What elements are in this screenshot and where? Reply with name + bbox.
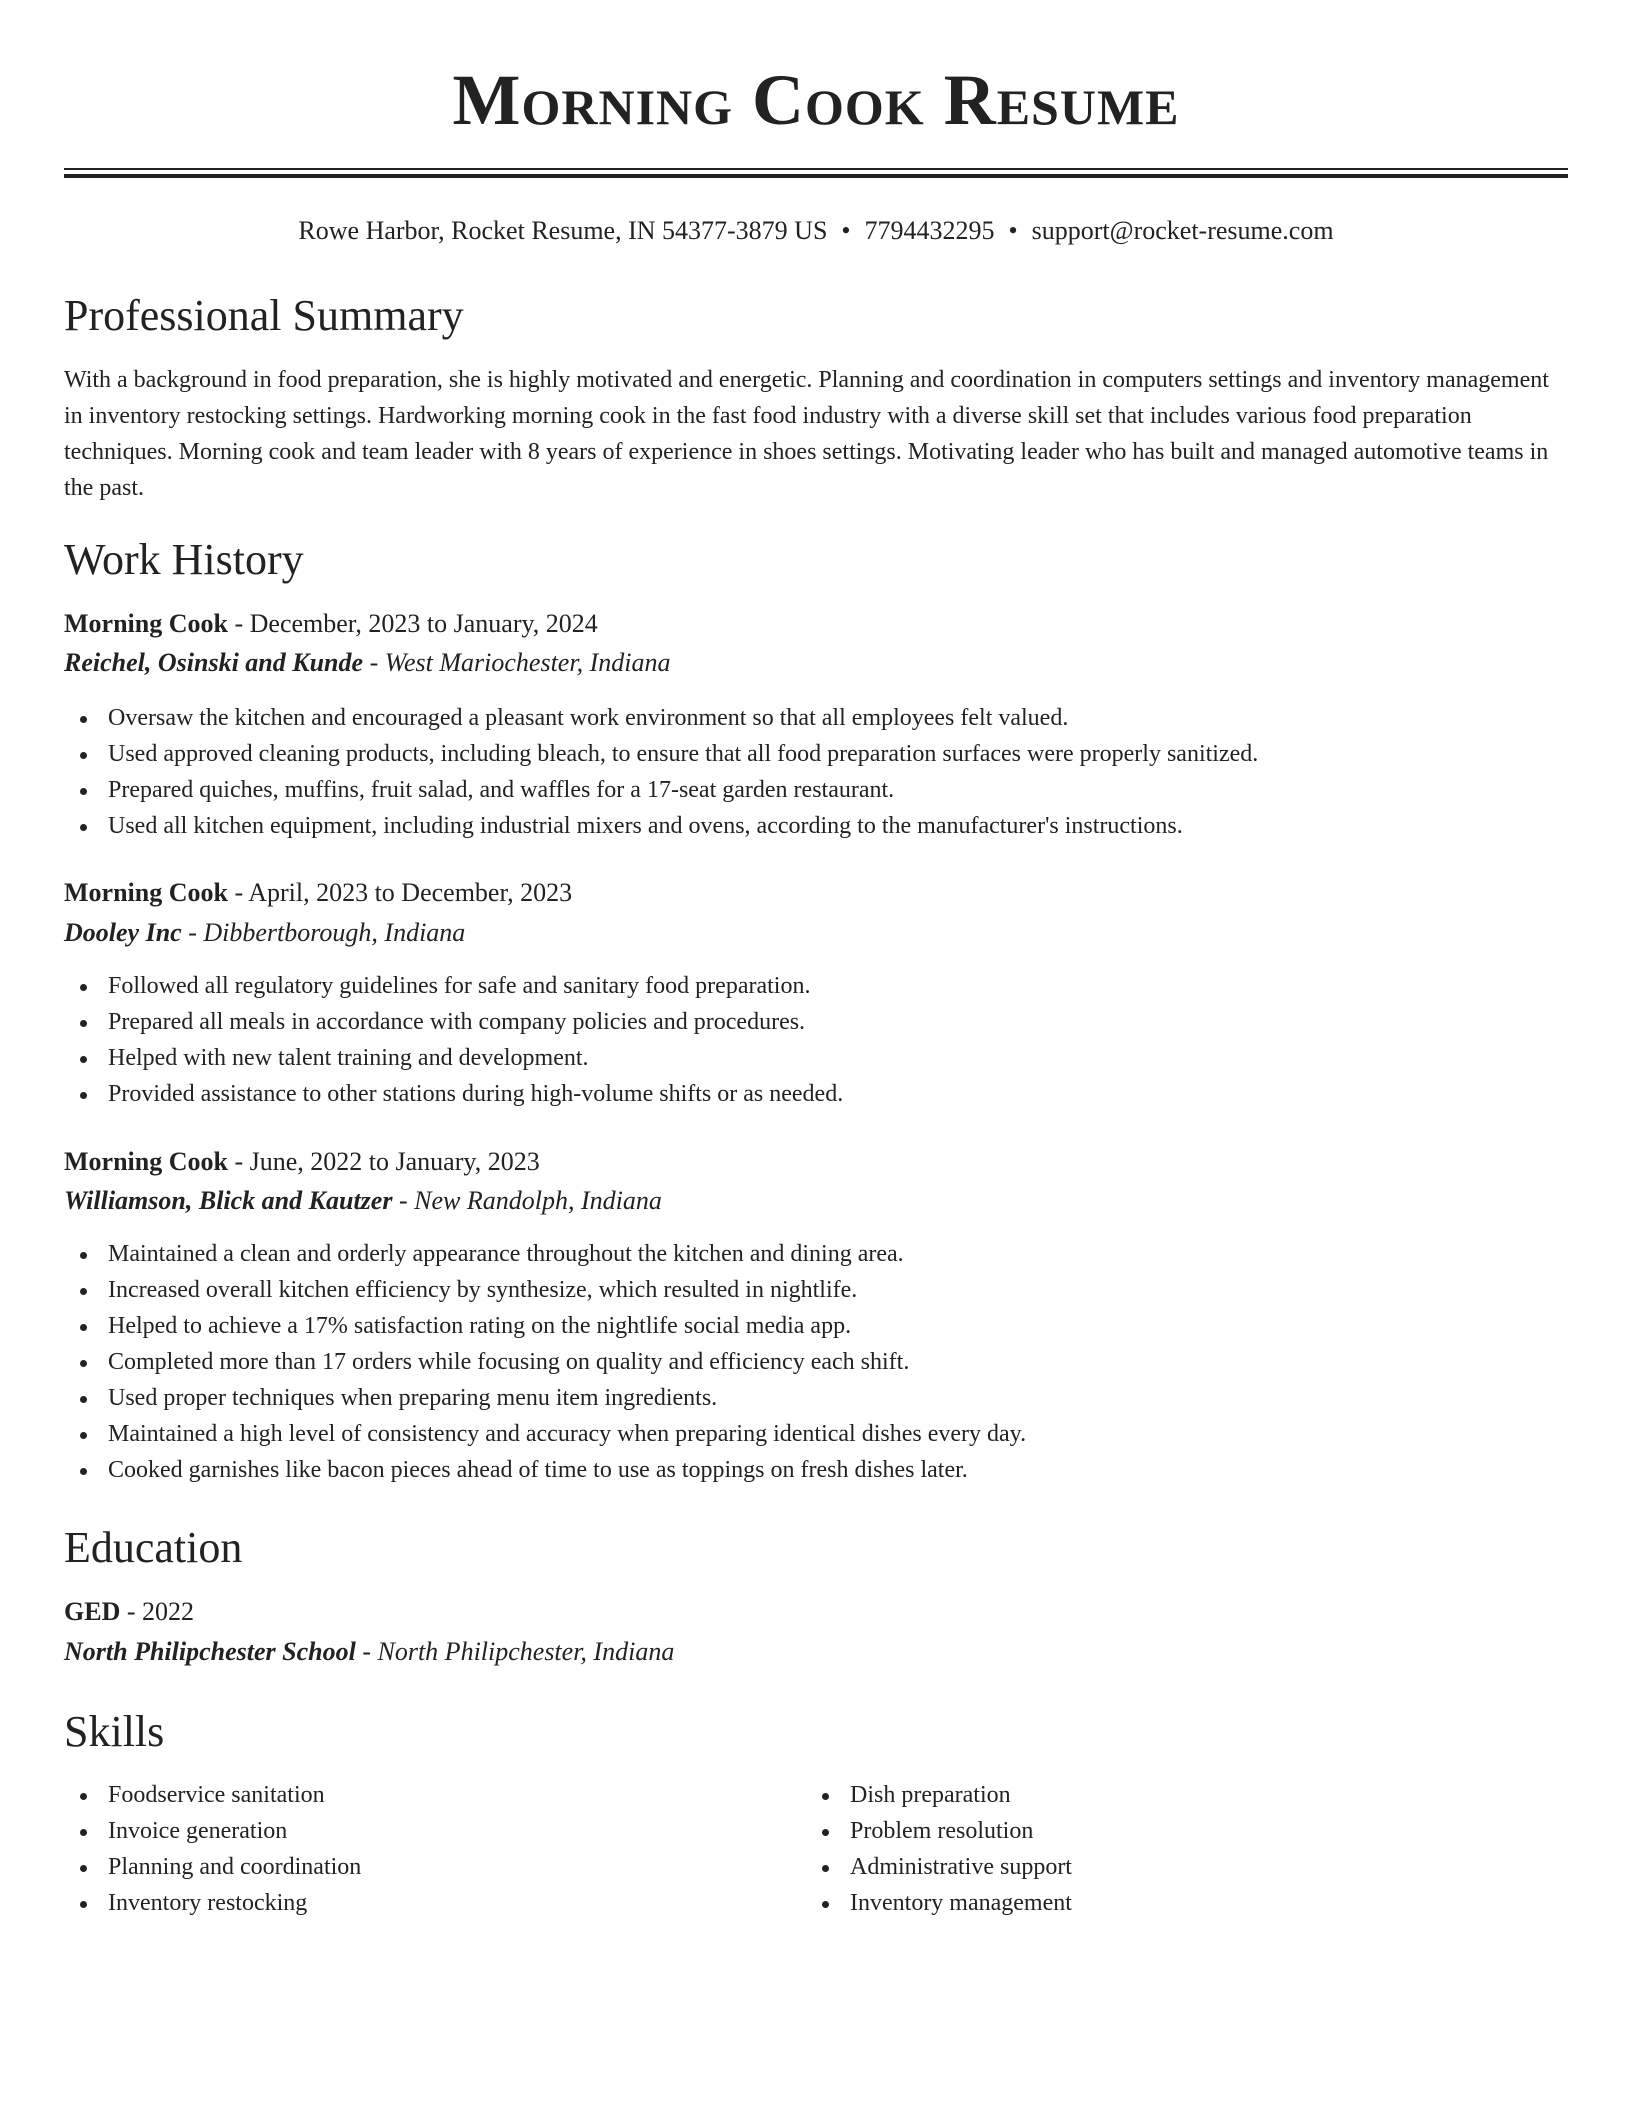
list-item: Followed all regulatory guidelines for safe and sanitary food preparation. [64, 968, 1568, 1004]
list-item: Foodservice sanitation [64, 1777, 804, 1813]
job-1-dash: - [227, 609, 250, 638]
job-3-dates: June, 2022 to January, 2023 [249, 1147, 540, 1176]
list-item: Prepared all meals in accordance with company policies and procedures. [64, 1004, 1568, 1040]
list-item: Prepared quiches, muffins, fruit salad, and waffles for a 17-seat garden restaurant. [64, 772, 1568, 808]
list-item: Oversaw the kitchen and encouraged a pleasant work environment so that all employees felt valued. [64, 700, 1568, 736]
contact-email: support@rocket-resume.com [1031, 216, 1334, 245]
job-3-location: New Randolph, Indiana [414, 1186, 662, 1215]
job-3-dash: - [392, 1186, 415, 1215]
education-year: 2022 [142, 1597, 195, 1626]
list-item: Provided assistance to other stations during high-volume shifts or as needed. [64, 1076, 1568, 1112]
education-heading: Education [64, 1523, 243, 1572]
list-item: Inventory restocking [64, 1885, 804, 1921]
list-item: Completed more than 17 orders while focusing on quality and efficiency each shift. [64, 1344, 1568, 1380]
job-2-dates: April, 2023 to December, 2023 [248, 878, 573, 907]
list-item: Maintained a clean and orderly appearance throughout the kitchen and dining area. [64, 1236, 1568, 1272]
job-2-title: Morning Cook [64, 878, 228, 907]
list-item: Used all kitchen equipment, including industrial mixers and ovens, according to the manufacturer's instructions. [64, 808, 1568, 844]
job-3-title: Morning Cook [64, 1147, 228, 1176]
education-dash: - [120, 1597, 143, 1626]
list-item: Increased overall kitchen efficiency by synthesize, which resulted in nightlife. [64, 1272, 1568, 1308]
contact-separator: • [841, 216, 851, 245]
job-3-employer [64, 1184, 1568, 1218]
job-3-dash: - [227, 1147, 250, 1176]
list-item: Maintained a high level of consistency and accuracy when preparing identical dishes every day. [64, 1416, 1568, 1452]
contact-phone: 7794432295 [864, 216, 995, 245]
education-location: North Philipchester, Indiana [377, 1637, 675, 1666]
job-1-employer [64, 646, 1568, 680]
job-1-location: West Mariochester, Indiana [384, 648, 671, 677]
skills-left-list [64, 1777, 804, 1921]
job-1-dates: December, 2023 to January, 2024 [249, 609, 598, 638]
title-divider-thin [64, 168, 1568, 170]
education-school: North Philipchester School [64, 1637, 356, 1666]
work-history-heading: Work History [64, 535, 304, 584]
job-1-company: Reichel, Osinski and Kunde [64, 648, 364, 677]
list-item: Dish preparation [806, 1777, 1546, 1813]
job-2-header [64, 876, 1568, 910]
job-2-company: Dooley Inc [64, 918, 182, 947]
list-item: Helped with new talent training and development. [64, 1040, 1568, 1076]
resume-title: Morning Cook Resume [452, 60, 1180, 140]
list-item: Inventory management [806, 1885, 1546, 1921]
list-item: Administrative support [806, 1849, 1546, 1885]
list-item: Problem resolution [806, 1813, 1546, 1849]
contact-line [0, 214, 1632, 248]
education-school-line [64, 1635, 1568, 1669]
job-2-bullets [64, 968, 1568, 1112]
education-degree-line [64, 1595, 1568, 1629]
summary-text: With a background in food preparation, she is highly motivated and energetic. Planning and coordination in computers settings and inventory management in inventory restocking settings. Hardworking morning cook in the fast food industry with a diverse skill set that includes various food preparation techniques. Morning cook and team leader with 8 years of experience in shoes settings. Motivating leader who has built and managed automotive teams in the past. [64, 367, 1549, 501]
job-1-dash: - [363, 648, 385, 677]
job-1-bullets [64, 700, 1568, 844]
education-degree: GED [64, 1597, 121, 1626]
job-2-employer [64, 916, 1568, 950]
title-divider-thick [64, 174, 1568, 178]
job-2-location: Dibbertborough, Indiana [203, 918, 466, 947]
skills-heading: Skills [64, 1707, 165, 1756]
list-item: Used proper techniques when preparing menu item ingredients. [64, 1380, 1568, 1416]
list-item: Planning and coordination [64, 1849, 804, 1885]
list-item: Used approved cleaning products, including bleach, to ensure that all food preparation surfaces were properly sanitized. [64, 736, 1568, 772]
contact-address: Rowe Harbor, Rocket Resume, IN 54377-3879 US [298, 216, 828, 245]
job-3-bullets [64, 1236, 1568, 1488]
job-3-header [64, 1145, 1568, 1179]
job-1-header [64, 607, 1568, 641]
summary-heading: Professional Summary [64, 291, 464, 340]
list-item: Invoice generation [64, 1813, 804, 1849]
job-1-title: Morning Cook [64, 609, 228, 638]
skills-right-list [806, 1777, 1546, 1921]
job-3-company: Williamson, Blick and Kautzer [64, 1186, 393, 1215]
education-dash: - [355, 1637, 378, 1666]
job-2-dash: - [227, 878, 249, 907]
list-item: Cooked garnishes like bacon pieces ahead of time to use as toppings on fresh dishes later. [64, 1452, 1568, 1488]
list-item: Helped to achieve a 17% satisfaction rating on the nightlife social media app. [64, 1308, 1568, 1344]
contact-separator: • [1008, 216, 1018, 245]
job-2-dash: - [181, 918, 204, 947]
